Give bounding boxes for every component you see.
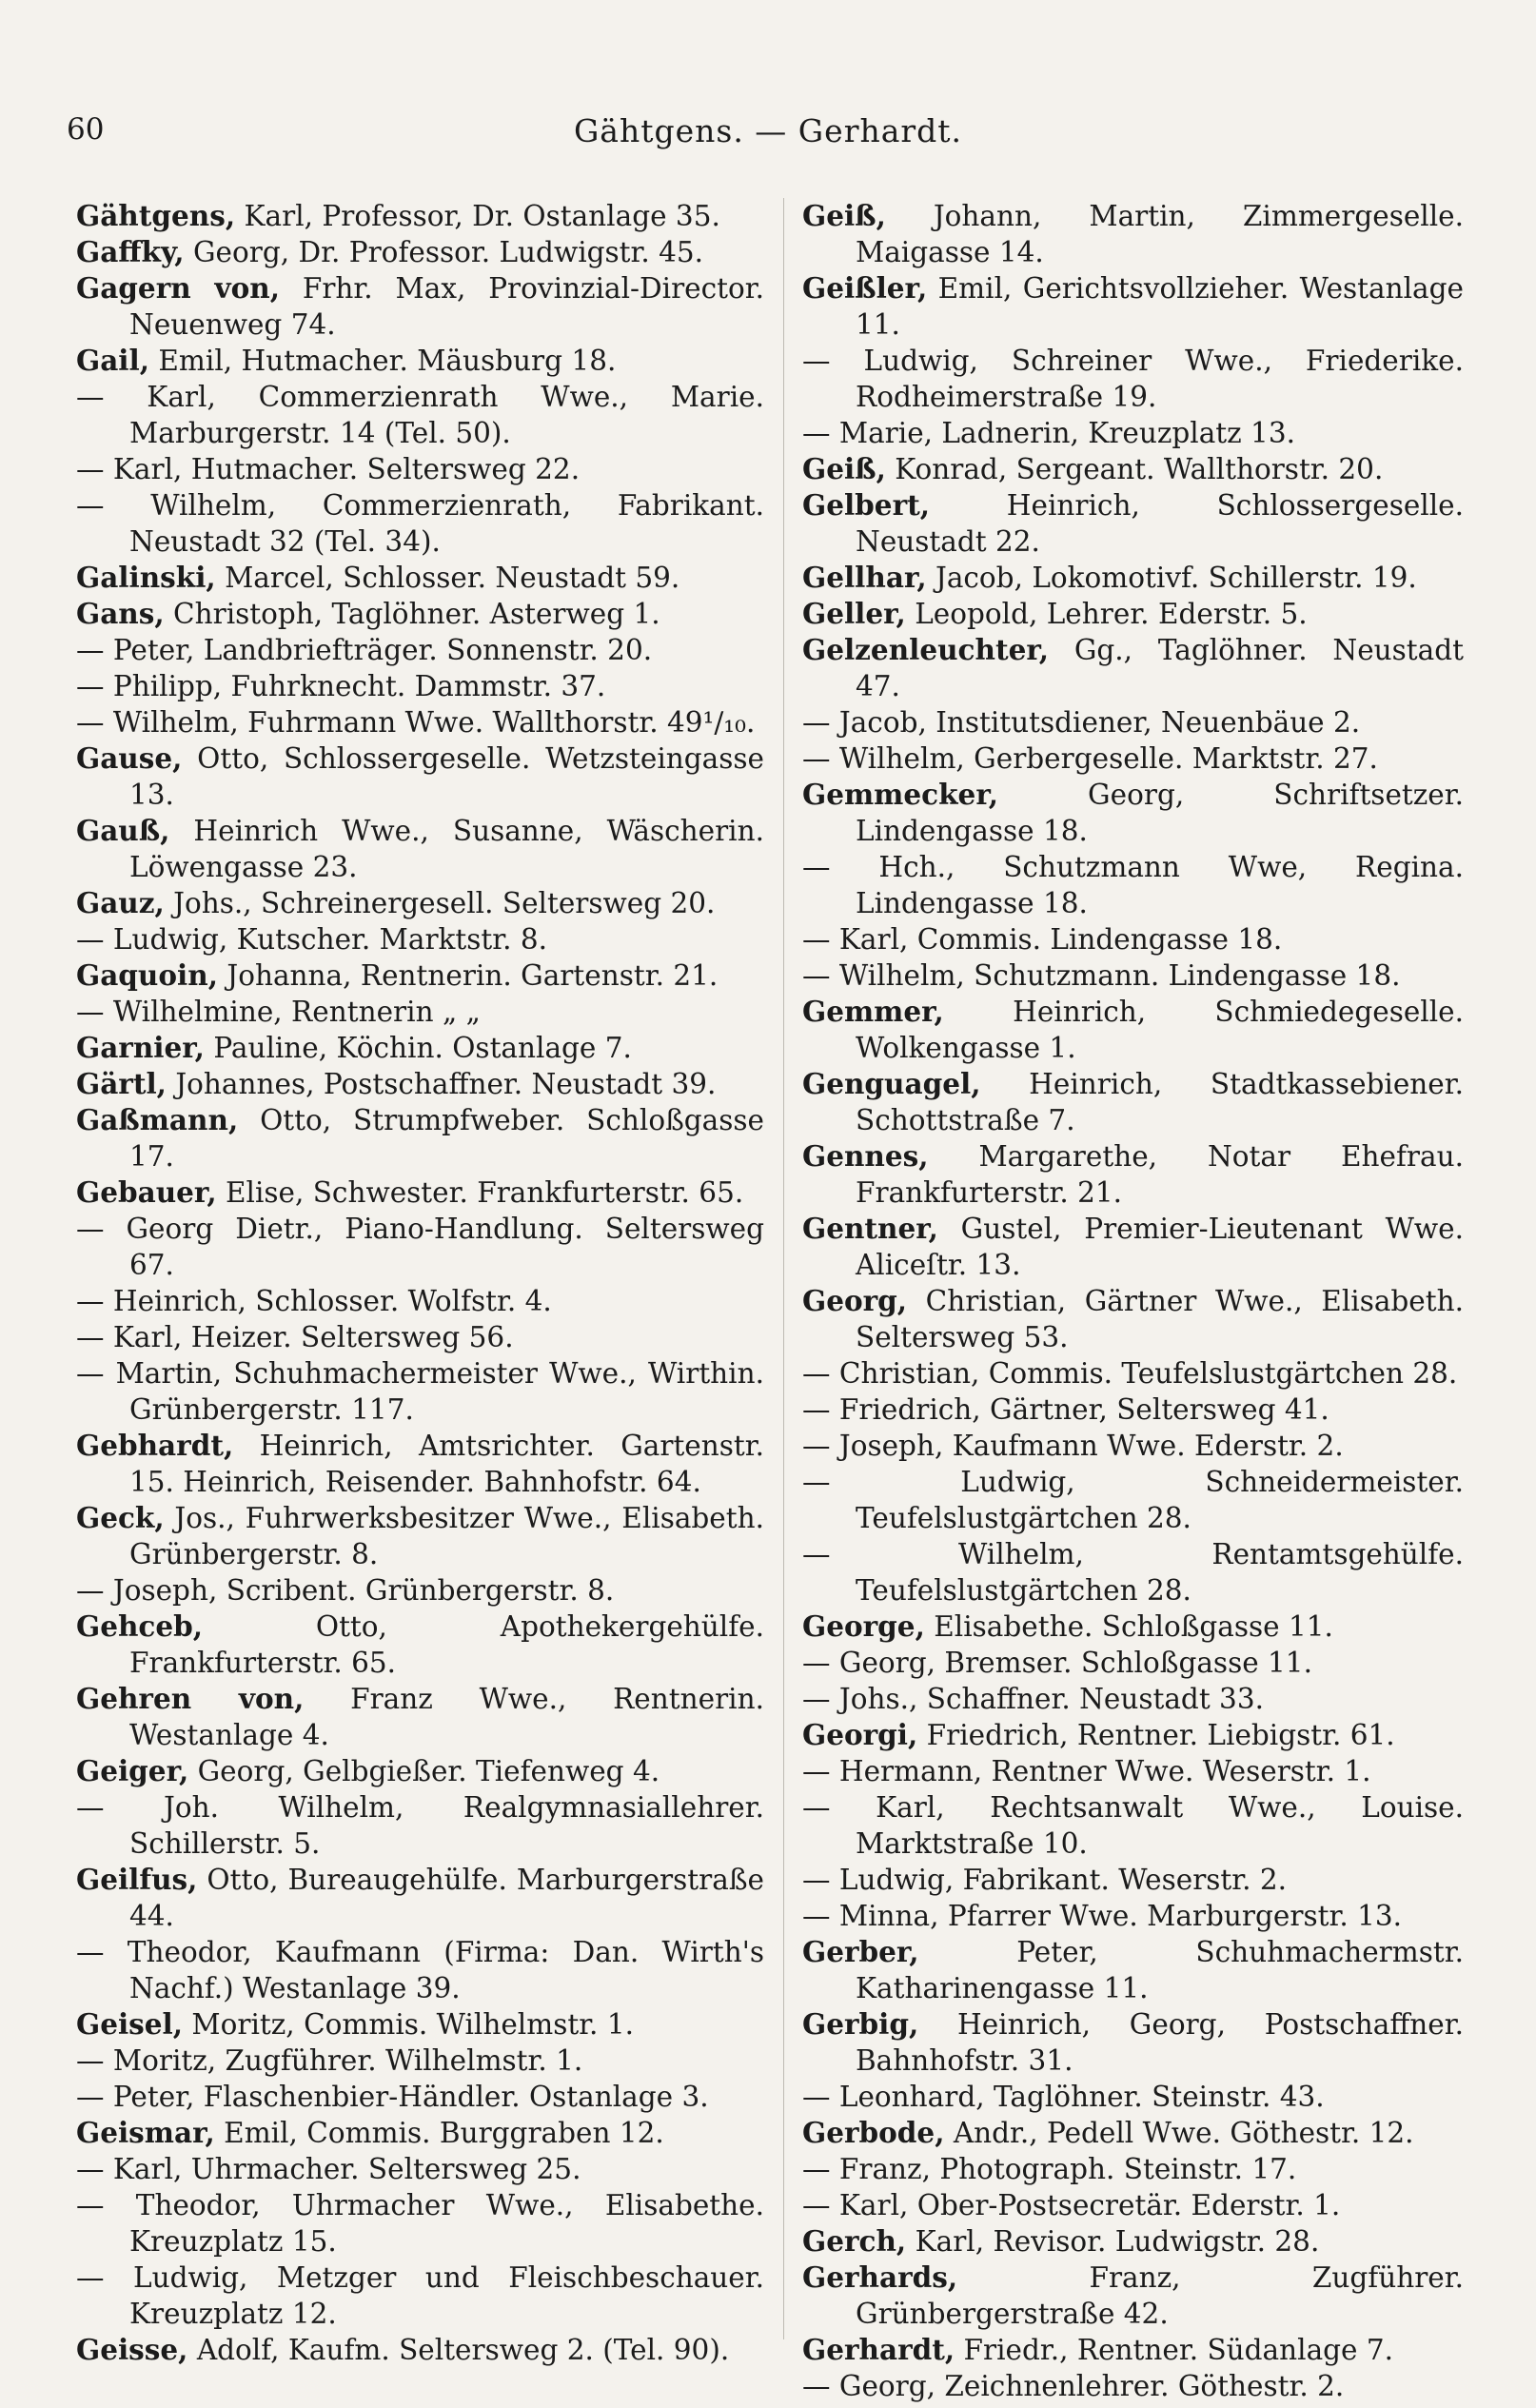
entry-details: Adolf, Kaufm. Seltersweg 2. (Tel. 90). xyxy=(187,2334,730,2366)
entry-details: Gustel, Premier-Lieutenant Wwe. Aliceſtr. 13. xyxy=(856,1213,1464,1281)
entry-details: Moritz, Commis. Wilhelmstr. 1. xyxy=(183,2008,634,2041)
entry-surname: Geilfus, xyxy=(76,1863,198,1896)
entry-details: Konrad, Sergeant. Wallthorstr. 20. xyxy=(885,453,1384,485)
directory-entry xyxy=(802,343,1464,415)
entry-details: Emil, Gerichtsvollzieher. Westanlage 11. xyxy=(856,272,1464,341)
entry-details: — Karl, Commis. Lindengasse 18. xyxy=(802,923,1283,956)
entry-details: — Ludwig, Metzger und Fleischbeschauer. Kreuzplatz 12. xyxy=(76,2261,764,2330)
directory-entry xyxy=(76,1862,764,1934)
entry-details: Heinrich, Schlossergeselle. Neustadt 22. xyxy=(856,489,1464,558)
entry-details: — Wilhelmine, Rentnerin „ „ xyxy=(76,996,481,1028)
directory-entry xyxy=(802,1464,1464,1536)
entry-details: — Peter, Flaschenbier-Händler. Ostanlage 3. xyxy=(76,2081,709,2113)
entry-details: — Joseph, Kaufmann Wwe. Ederstr. 2. xyxy=(802,1430,1344,1462)
entry-details: Georg, Dr. Professor. Ludwigstr. 45. xyxy=(184,236,704,268)
entry-details: Frhr. Max, Provinzial-Director. Neuenweg 74. xyxy=(129,272,764,341)
entry-surname: Gail, xyxy=(76,344,149,377)
directory-entry xyxy=(76,957,764,994)
directory-entry xyxy=(802,487,1464,560)
entry-surname: Gauz, xyxy=(76,886,165,919)
directory-entry xyxy=(802,1355,1464,1392)
entry-surname: Genguagel, xyxy=(802,1067,981,1100)
directory-entry xyxy=(802,1898,1464,1934)
directory-entry xyxy=(76,198,764,234)
entry-details: — Karl, Heizer. Seltersweg 56. xyxy=(76,1321,514,1353)
entry-surname: Gelbert, xyxy=(802,488,931,522)
directory-entry xyxy=(76,1609,764,1681)
entry-details: — Hch., Schutzmann Wwe, Regina. Lindengasse 18. xyxy=(802,851,1464,919)
entry-details: Heinrich Wwe., Susanne, Wäscherin. Löwengasse 23. xyxy=(129,815,764,883)
directory-entry xyxy=(76,1500,764,1572)
entry-surname: Gennes, xyxy=(802,1139,929,1173)
entry-surname: Geiger, xyxy=(76,1754,189,1787)
directory-entry xyxy=(76,921,764,957)
entry-surname: Geisel, xyxy=(76,2007,184,2041)
directory-entry xyxy=(76,1572,764,1609)
entry-details: Otto, Schlossergeselle. Wetzsteingasse 13. xyxy=(129,742,764,811)
entry-surname: Geißler, xyxy=(802,271,928,305)
entry-surname: Gehren von, xyxy=(76,1682,305,1715)
entry-details: Andr., Pedell Wwe. Göthestr. 12. xyxy=(944,2117,1414,2149)
directory-entry xyxy=(802,704,1464,740)
directory-entry xyxy=(802,198,1464,270)
entry-details: — Theodor, Uhrmacher Wwe., Elisabethe. Kreuzplatz 15. xyxy=(76,2189,764,2258)
entry-details: — Karl, Commerzienrath Wwe., Marie. Marburgerstr. 14 (Tel. 50). xyxy=(76,381,764,449)
entry-surname: Gemmer, xyxy=(802,995,944,1028)
entry-details: Elisabethe. Schloßgasse 11. xyxy=(924,1610,1333,1643)
entry-surname: Geller, xyxy=(802,597,906,630)
directory-entry xyxy=(76,343,764,379)
directory-entry xyxy=(76,2332,764,2368)
entry-details: Karl, Professor, Dr. Ostanlage 35. xyxy=(235,200,720,232)
entry-details: Johs., Schreinergesell. Seltersweg 20. xyxy=(164,887,716,919)
entry-details: Johanna, Rentnerin. Gartenstr. 21. xyxy=(217,959,719,992)
running-title: Gähtgens. — Gerhardt. xyxy=(573,112,963,149)
directory-entry xyxy=(802,1066,1464,1138)
directory-entry xyxy=(802,1789,1464,1862)
entry-surname: Geiß, xyxy=(802,199,886,232)
directory-entry xyxy=(802,2332,1464,2368)
entry-details: Emil, Hutmacher. Mäusburg 18. xyxy=(149,345,617,377)
directory-entry xyxy=(802,1211,1464,1283)
entry-surname: Geisse, xyxy=(76,2333,188,2366)
entry-surname: Gerbode, xyxy=(802,2116,945,2149)
entry-details: Elise, Schwester. Frankfurterstr. 65. xyxy=(216,1176,744,1209)
entry-details: — Philipp, Fuhrknecht. Dammstr. 37. xyxy=(76,670,606,702)
directory-entry xyxy=(76,1283,764,1319)
page-number: 60 xyxy=(67,112,105,147)
entry-details: — Moritz, Zugführer. Wilhelmstr. 1. xyxy=(76,2044,583,2077)
entry-surname: Gaffky, xyxy=(76,235,185,268)
directory-entry xyxy=(76,1355,764,1428)
entry-details: — Friedrich, Gärtner, Seltersweg 41. xyxy=(802,1393,1329,1426)
entry-surname: Geck, xyxy=(76,1501,165,1534)
directory-entry xyxy=(76,740,764,813)
entry-details: — Joseph, Scribent. Grünbergerstr. 8. xyxy=(76,1574,615,1607)
directory-entry xyxy=(802,921,1464,957)
entry-details: Georg, Gelbgießer. Tiefenweg 4. xyxy=(188,1755,660,1787)
entry-surname: Garnier, xyxy=(76,1031,205,1064)
entry-details: Franz, Zugführer. Grünbergerstraße 42. xyxy=(856,2261,1464,2330)
directory-entry xyxy=(802,1681,1464,1717)
entry-details: — Karl, Uhrmacher. Seltersweg 25. xyxy=(76,2153,581,2185)
directory-entry xyxy=(802,2115,1464,2151)
entry-details: — Wilhelm, Schutzmann. Lindengasse 18. xyxy=(802,959,1401,992)
directory-entry xyxy=(76,2043,764,2079)
entry-details: — Johs., Schaffner. Neustadt 33. xyxy=(802,1683,1264,1715)
entry-details: — Georg, Bremser. Schloßgasse 11. xyxy=(802,1647,1312,1679)
entry-surname: Gebauer, xyxy=(76,1175,217,1209)
directory-entry xyxy=(802,1645,1464,1681)
directory-entry xyxy=(76,1066,764,1102)
entry-surname: Gemmecker, xyxy=(802,778,998,811)
directory-entry xyxy=(76,1211,764,1283)
entry-surname: Gerhardt, xyxy=(802,2333,955,2366)
entry-details: — Georg, Zeichnenlehrer. Göthestr. 2. xyxy=(802,2370,1345,2402)
columns xyxy=(0,198,1536,2402)
directory-entry xyxy=(76,2187,764,2260)
entry-surname: Geismar, xyxy=(76,2116,215,2149)
entry-details: — Karl, Ober-Postsecretär. Ederstr. 1. xyxy=(802,2189,1341,2221)
entry-details: — Karl, Rechtsanwalt Wwe., Louise. Marktstraße 10. xyxy=(802,1791,1464,1860)
directory-entry xyxy=(76,1681,764,1753)
entry-surname: Gerber, xyxy=(802,1935,919,1968)
entry-details: Friedr., Rentner. Südanlage 7. xyxy=(955,2334,1394,2366)
entry-details: — Leonhard, Taglöhner. Steinstr. 43. xyxy=(802,2081,1325,2113)
directory-entry xyxy=(802,1862,1464,1898)
directory-entry xyxy=(76,1753,764,1789)
directory-entry xyxy=(802,849,1464,921)
directory-entry xyxy=(76,994,764,1030)
directory-entry xyxy=(802,994,1464,1066)
directory-entry xyxy=(802,2368,1464,2404)
entry-details: Jos., Fuhrwerksbesitzer Wwe., Elisabeth. Grünbergerstr. 8. xyxy=(129,1502,764,1570)
directory-entry xyxy=(76,1174,764,1211)
entry-details: — Wilhelm, Fuhrmann Wwe. Wallthorstr. 49¹/₁₀. xyxy=(76,706,756,739)
directory-entry xyxy=(802,1428,1464,1464)
entry-details: — Ludwig, Schreiner Wwe., Friederike. Rodheimerstraße 19. xyxy=(802,345,1464,413)
entry-surname: Galinski, xyxy=(76,561,216,594)
entry-surname: Gelzenleuchter, xyxy=(802,633,1050,666)
directory-entry xyxy=(76,885,764,921)
entry-details: — Wilhelm, Rentamtsgehülfe. Teufelslustgärtchen 28. xyxy=(802,1538,1464,1607)
entry-surname: Gaquoin, xyxy=(76,958,218,992)
directory-entry xyxy=(76,234,764,270)
page-header xyxy=(0,112,1536,160)
directory-entry xyxy=(802,2260,1464,2332)
directory-entry xyxy=(802,2151,1464,2187)
entry-details: — Martin, Schuhmachermeister Wwe., Wirthin. Grünbergerstr. 117. xyxy=(76,1357,764,1426)
entry-details: Heinrich, Georg, Postschaffner. Bahnhofstr. 31. xyxy=(856,2008,1464,2077)
entry-details: Franz Wwe., Rentnerin. Westanlage 4. xyxy=(129,1683,764,1751)
entry-surname: Gehceb, xyxy=(76,1609,204,1643)
directory-entry xyxy=(802,1536,1464,1609)
entry-details: — Ludwig, Fabrikant. Weserstr. 2. xyxy=(802,1864,1288,1896)
directory-entry xyxy=(76,1428,764,1500)
directory-entry xyxy=(802,632,1464,704)
directory-entry xyxy=(76,1030,764,1066)
directory-entry xyxy=(802,1934,1464,2006)
entry-details: Marcel, Schlosser. Neustadt 59. xyxy=(215,562,680,594)
directory-entry xyxy=(76,270,764,343)
entry-details: Karl, Revisor. Ludwigstr. 28. xyxy=(906,2225,1320,2258)
entry-surname: Gärtl, xyxy=(76,1067,167,1100)
entry-details: — Christian, Commis. Teufelslustgärtchen 28. xyxy=(802,1357,1458,1390)
directory-entry xyxy=(76,451,764,487)
directory-entry xyxy=(802,1283,1464,1355)
entry-details: Otto, Apothekergehülfe. Frankfurterstr. 65. xyxy=(129,1610,764,1679)
directory-entry xyxy=(76,2079,764,2115)
directory-entry xyxy=(802,1717,1464,1753)
directory-entry xyxy=(802,451,1464,487)
entry-surname: Gellhar, xyxy=(802,561,927,594)
entry-details: — Minna, Pfarrer Wwe. Marburgerstr. 13. xyxy=(802,1900,1402,1932)
entry-surname: Gauß, xyxy=(76,814,170,847)
entry-surname: Georgi, xyxy=(802,1718,918,1751)
entry-details: — Theodor, Kaufmann (Firma: Dan. Wirth's Nachf.) Westanlage 39. xyxy=(76,1936,764,2004)
right-column xyxy=(802,198,1464,2404)
entry-details: — Wilhelm, Gerbergeselle. Marktstr. 27. xyxy=(802,742,1378,775)
entry-details: — Heinrich, Schlosser. Wolfstr. 4. xyxy=(76,1285,552,1317)
directory-entry xyxy=(76,2006,764,2043)
entry-surname: Gähtgens, xyxy=(76,199,236,232)
entry-details: Heinrich, Stadtkassebiener. Schottstraße 7. xyxy=(856,1068,1464,1136)
directory-entry xyxy=(76,2260,764,2332)
directory-entry xyxy=(76,1934,764,2006)
entry-details: — Franz, Photograph. Steinstr. 17. xyxy=(802,2153,1297,2185)
directory-entry xyxy=(802,560,1464,596)
directory-entry xyxy=(802,2187,1464,2223)
directory-entry xyxy=(76,379,764,451)
directory-entry xyxy=(76,1319,764,1355)
directory-entry xyxy=(76,813,764,885)
directory-entry xyxy=(802,740,1464,777)
entry-surname: Geiß, xyxy=(802,452,886,485)
entry-surname: Gentner, xyxy=(802,1212,938,1245)
directory-entry xyxy=(802,270,1464,343)
entry-details: Georg, Schriftsetzer. Lindengasse 18. xyxy=(856,779,1464,847)
entry-details: Emil, Commis. Burggraben 12. xyxy=(214,2117,664,2149)
entry-details: — Peter, Landbriefträger. Sonnenstr. 20. xyxy=(76,634,653,666)
directory-entry xyxy=(76,1102,764,1174)
entry-details: Peter, Schuhmachermstr. Katharinengasse 11. xyxy=(856,1936,1464,2004)
directory-entry xyxy=(802,1138,1464,1211)
directory-entry xyxy=(802,2079,1464,2115)
entry-details: — Karl, Hutmacher. Seltersweg 22. xyxy=(76,453,581,485)
entry-details: — Ludwig, Kutscher. Marktstr. 8. xyxy=(76,923,548,956)
entry-details: Christoph, Taglöhner. Asterweg 1. xyxy=(164,598,660,630)
entry-details: — Joh. Wilhelm, Realgymnasiallehrer. Schillerstr. 5. xyxy=(76,1791,764,1860)
entry-surname: Gause, xyxy=(76,741,183,775)
entry-details: Jacob, Lokomotivf. Schillerstr. 19. xyxy=(926,562,1417,594)
entry-surname: Gaßmann, xyxy=(76,1103,239,1136)
directory-entry xyxy=(76,2151,764,2187)
directory-entry xyxy=(802,596,1464,632)
directory-entry xyxy=(76,596,764,632)
directory-entry xyxy=(76,560,764,596)
entry-details: — Hermann, Rentner Wwe. Weserstr. 1. xyxy=(802,1755,1371,1787)
entry-surname: Gagern von, xyxy=(76,271,280,305)
directory-entry xyxy=(802,2223,1464,2260)
directory-entry xyxy=(802,415,1464,451)
entry-details: Pauline, Köchin. Ostanlage 7. xyxy=(204,1032,632,1064)
directory-entry xyxy=(76,487,764,560)
directory-entry xyxy=(76,632,764,668)
entry-details: Margarethe, Notar Ehefrau. Frankfurterstr. 21. xyxy=(856,1140,1464,1209)
entry-details: Heinrich, Schmiedegeselle. Wolkengasse 1. xyxy=(856,996,1464,1064)
entry-details: — Wilhelm, Commerzienrath, Fabrikant. Neustadt 32 (Tel. 34). xyxy=(76,489,764,558)
entry-surname: Gans, xyxy=(76,597,165,630)
left-column xyxy=(76,198,764,2368)
entry-details: — Ludwig, Schneidermeister. Teufelslustgärtchen 28. xyxy=(802,1466,1464,1534)
entry-surname: Gerhards, xyxy=(802,2260,958,2294)
entry-details: Heinrich, Amtsrichter. Gartenstr. 15. Heinrich, Reisender. Bahnhofstr. 64. xyxy=(129,1430,764,1498)
directory-entry xyxy=(802,777,1464,849)
entry-details: Otto, Strumpfweber. Schloßgasse 17. xyxy=(129,1104,764,1173)
entry-details: Gg., Taglöhner. Neustadt 47. xyxy=(856,634,1464,702)
entry-details: Otto, Bureaugehülfe. Marburgerstraße 44. xyxy=(129,1864,764,1932)
entry-surname: George, xyxy=(802,1609,925,1643)
entry-details: Johannes, Postschaffner. Neustadt 39. xyxy=(166,1068,717,1100)
directory-entry xyxy=(802,957,1464,994)
directory-entry xyxy=(802,1753,1464,1789)
entry-surname: Gerbig, xyxy=(802,2007,919,2041)
directory-entry xyxy=(802,1392,1464,1428)
directory-entry xyxy=(76,668,764,704)
entry-surname: Georg, xyxy=(802,1284,908,1317)
entry-details: — Marie, Ladnerin, Kreuzplatz 13. xyxy=(802,417,1295,449)
directory-entry xyxy=(802,2006,1464,2079)
entry-surname: Gerch, xyxy=(802,2224,907,2258)
entry-details: Friedrich, Rentner. Liebigstr. 61. xyxy=(917,1719,1395,1751)
directory-entry xyxy=(76,2115,764,2151)
entry-details: — Georg Dietr., Piano-Handlung. Seltersweg 67. xyxy=(76,1213,764,1281)
column-divider xyxy=(783,198,784,2339)
directory-entry xyxy=(76,704,764,740)
entry-details: Leopold, Lehrer. Ederstr. 5. xyxy=(905,598,1308,630)
directory-entry xyxy=(76,1789,764,1862)
entry-surname: Gebhardt, xyxy=(76,1429,234,1462)
directory-entry xyxy=(802,1609,1464,1645)
entry-details: — Jacob, Institutsdiener, Neuenbäue 2. xyxy=(802,706,1361,739)
entry-details: Johann, Martin, Zimmergeselle. Maigasse 14. xyxy=(856,200,1464,268)
entry-details: Christian, Gärtner Wwe., Elisabeth. Seltersweg 53. xyxy=(856,1285,1464,1353)
